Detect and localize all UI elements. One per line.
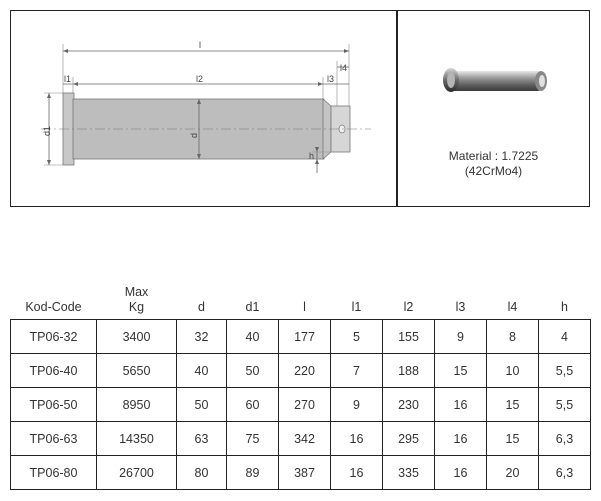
cell-l: 177	[279, 320, 331, 354]
header-max: Max	[124, 285, 149, 299]
cell-l: 220	[279, 354, 331, 388]
dim-label-l2: l2	[196, 74, 204, 84]
cell-d: 50	[177, 388, 227, 422]
cell-l2: 155	[383, 320, 435, 354]
dim-label-d1: d1	[42, 125, 52, 136]
header-kg: Kg	[128, 300, 145, 314]
cell-code: TP06-40	[11, 354, 97, 388]
cell-code: TP06-32	[11, 320, 97, 354]
cell-h: 5,5	[539, 388, 591, 422]
table-row	[11, 456, 591, 490]
header-l1: l1	[331, 285, 383, 320]
cell-l1: 7	[331, 354, 383, 388]
cell-max-kg: 14350	[97, 422, 177, 456]
cell-max-kg: 8950	[97, 388, 177, 422]
table-header-row	[11, 285, 591, 320]
header-l2: l2	[383, 285, 435, 320]
cell-d1: 50	[227, 354, 279, 388]
cell-d: 40	[177, 354, 227, 388]
cell-l4: 8	[487, 320, 539, 354]
figure-box	[10, 10, 590, 207]
dim-label-h: h	[309, 151, 315, 161]
table-row	[11, 422, 591, 456]
cell-h: 6,3	[539, 422, 591, 456]
cell-h: 6,3	[539, 456, 591, 490]
dim-label-l1: l1	[64, 74, 72, 84]
cell-l3: 9	[435, 320, 487, 354]
material-name: (42CrMo4)	[464, 164, 523, 178]
cell-l3: 16	[435, 456, 487, 490]
cell-l1: 16	[331, 422, 383, 456]
header-l3: l3	[435, 285, 487, 320]
cell-l4: 10	[487, 354, 539, 388]
cell-l2: 188	[383, 354, 435, 388]
cell-l1: 9	[331, 388, 383, 422]
technical-drawing	[11, 11, 396, 206]
cell-l2: 230	[383, 388, 435, 422]
cell-l: 270	[279, 388, 331, 422]
table-row	[11, 320, 591, 354]
cell-l: 387	[279, 456, 331, 490]
cell-code: TP06-50	[11, 388, 97, 422]
cell-code: TP06-80	[11, 456, 97, 490]
header-d: d	[177, 285, 227, 320]
cell-l4: 20	[487, 456, 539, 490]
material-spec	[398, 149, 589, 179]
material-grade: Material : 1.7225	[448, 149, 539, 163]
cell-d1: 75	[227, 422, 279, 456]
cell-l3: 15	[435, 354, 487, 388]
dim-label-l: l	[199, 40, 201, 50]
header-l4: l4	[487, 285, 539, 320]
cell-l1: 5	[331, 320, 383, 354]
cell-h: 4	[539, 320, 591, 354]
cell-l3: 16	[435, 422, 487, 456]
cell-max-kg: 3400	[97, 320, 177, 354]
cell-d: 63	[177, 422, 227, 456]
dim-label-l3: l3	[327, 74, 335, 84]
cell-l3: 16	[435, 388, 487, 422]
cell-l4: 15	[487, 422, 539, 456]
header-h: h	[539, 285, 591, 320]
cell-d1: 60	[227, 388, 279, 422]
table-row	[11, 354, 591, 388]
header-d1: d1	[227, 285, 279, 320]
header-max-kg	[97, 285, 177, 320]
cell-d: 32	[177, 320, 227, 354]
cell-d1: 40	[227, 320, 279, 354]
cell-d: 80	[177, 456, 227, 490]
header-code: Kod-Code	[11, 285, 97, 320]
pin-photo	[421, 51, 551, 101]
cell-code: TP06-63	[11, 422, 97, 456]
header-l: l	[279, 285, 331, 320]
spec-table	[10, 285, 591, 490]
cell-l4: 15	[487, 388, 539, 422]
dim-label-d: d	[189, 132, 199, 138]
cell-l2: 295	[383, 422, 435, 456]
cell-h: 5,5	[539, 354, 591, 388]
cell-max-kg: 5650	[97, 354, 177, 388]
cell-max-kg: 26700	[97, 456, 177, 490]
cell-l2: 335	[383, 456, 435, 490]
table-row	[11, 388, 591, 422]
cell-l: 342	[279, 422, 331, 456]
cell-d1: 89	[227, 456, 279, 490]
dim-label-l4: l4	[340, 63, 348, 73]
cell-l1: 16	[331, 456, 383, 490]
